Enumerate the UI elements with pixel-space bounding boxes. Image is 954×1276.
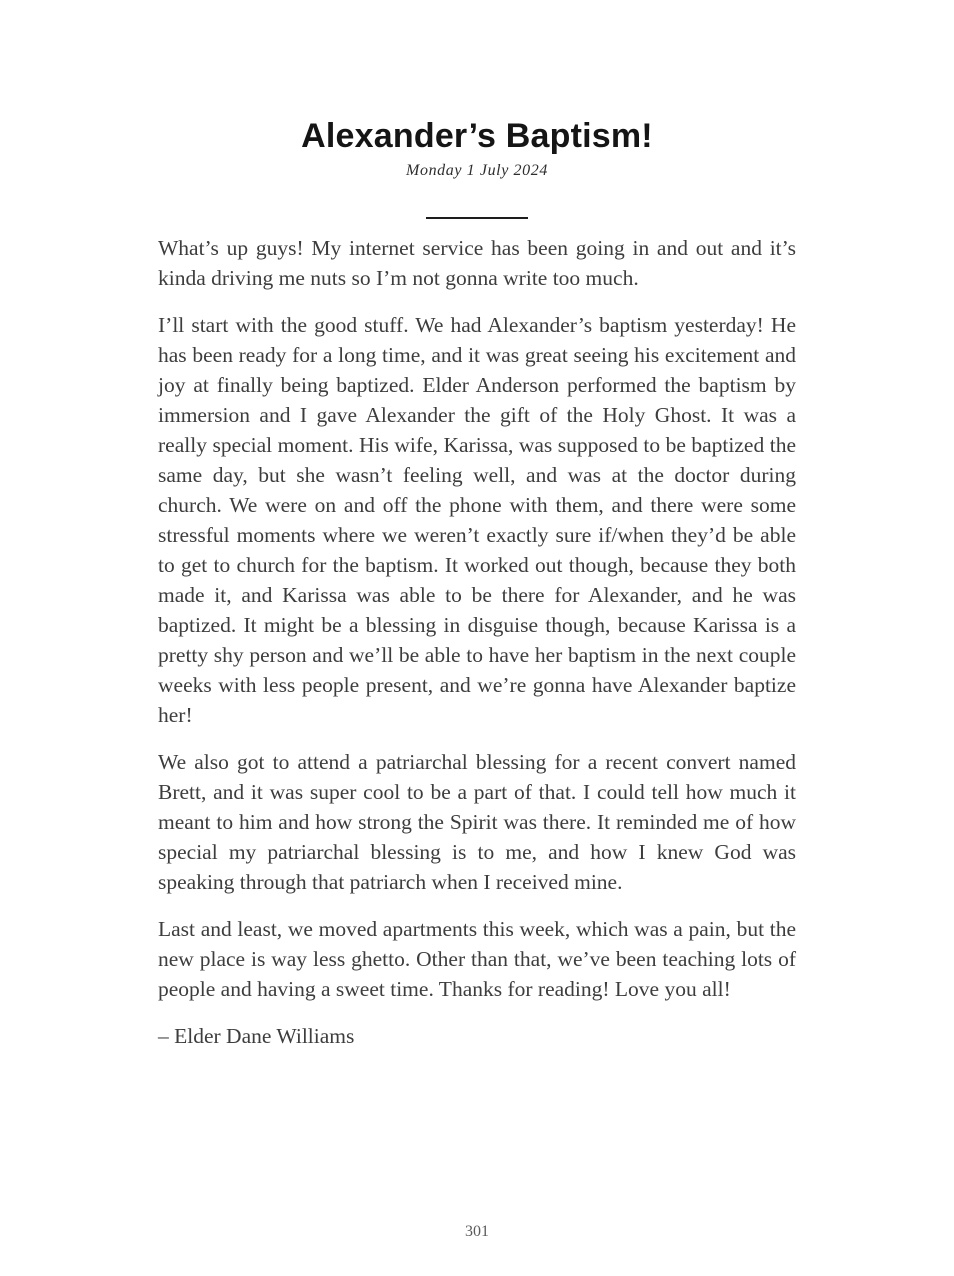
paragraph: I’ll start with the good stuff. We had Alexander’s baptism yesterday! He has been ready for a long time, and it was great seeing his excitement and joy at finally being baptized. Elder Anderson performed the baptism by immersion and I gave Alexander the gift of the Holy Ghost. It was a really special moment. His wife, Karissa, was supposed to be baptized the same day, but she wasn’t feeling well, and was at the doctor during church. We were on and off the phone with them, and there were some stressful moments where we weren’t exactly sure if/when they’d be able to get to church for the baptism. It worked out though, because they both made it, and Karissa was able to be there for Alexander, and he was baptized. It might be a blessing in disguise though, because Karissa is a pretty shy person and we’ll be able to have her baptism in the next couple weeks with less people present, and we’re gonna have Alexander baptize her! (158, 313, 796, 727)
paragraph: Last and least, we moved apartments this week, which was a pain, but the new place is way less ghetto. Other than that, we’ve been teaching lots of people and having a sweet time. Thanks for reading! Love you all! (158, 917, 796, 1001)
entry-date: Monday 1 July 2024 (406, 162, 548, 179)
page-number: 301 (465, 1223, 489, 1240)
paragraph: What’s up guys! My internet service has been going in and out and it’s kinda driving me nuts so I’m not gonna write too much. (158, 236, 796, 290)
article-content (158, 0, 796, 1068)
section-divider (426, 217, 528, 219)
paragraph: We also got to attend a patriarchal blessing for a recent convert named Brett, and it was super cool to be a part of that. I could tell how much it meant to him and how strong the Spirit was there. It reminded me of how special my patriarchal blessing is to me, and how I knew God was speaking through that patriarch when I received mine. (158, 750, 796, 894)
page-title: Alexander’s Baptism! (301, 117, 653, 155)
signature: – Elder Dane Williams (158, 1024, 355, 1048)
article-body (158, 233, 796, 1051)
